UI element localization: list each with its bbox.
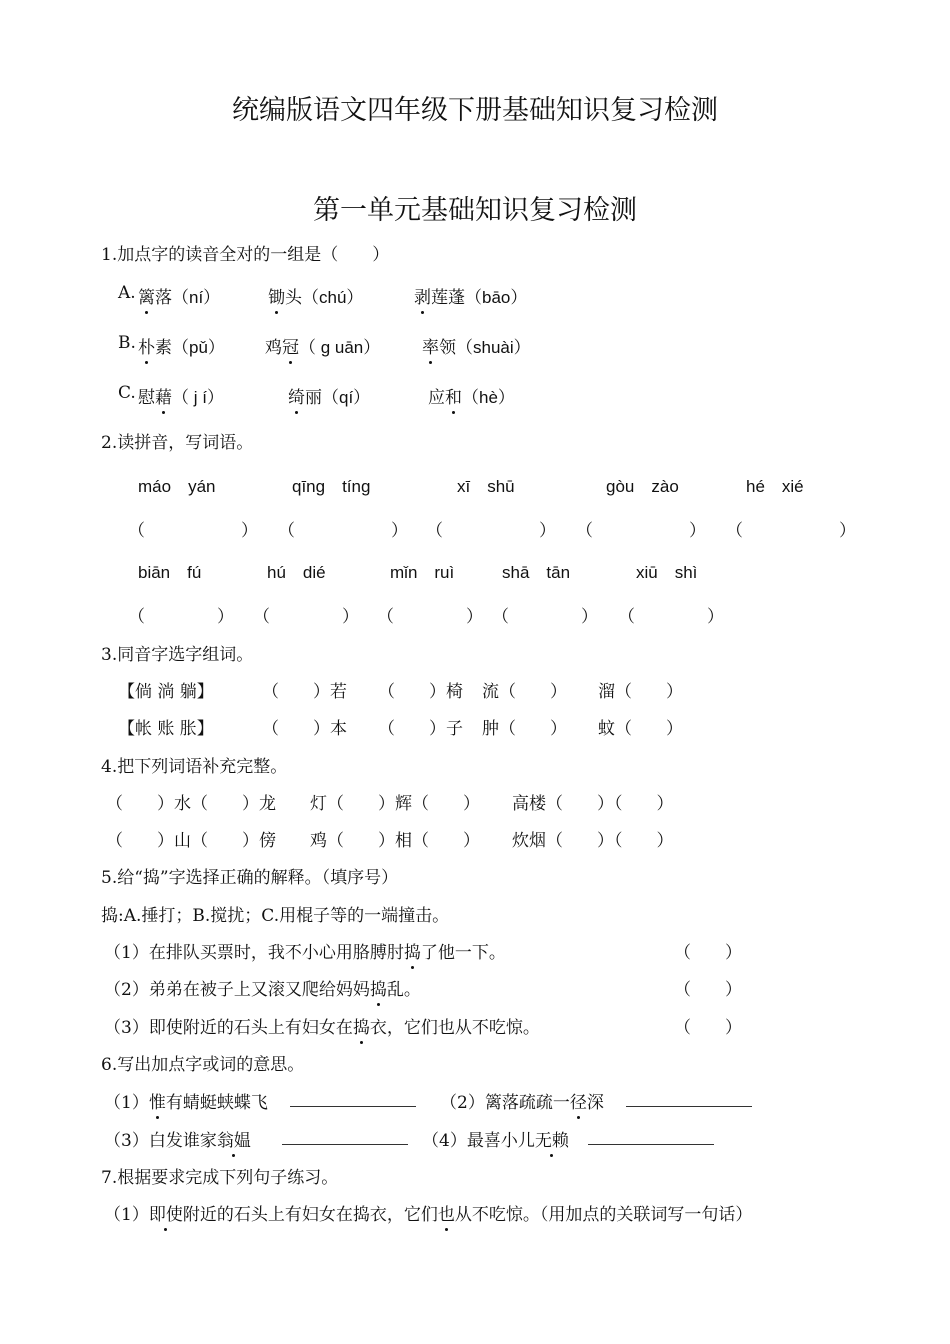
q2-pinyin-3: xī shū [457, 477, 515, 496]
q3-blank-2c[interactable]: 肿（ ） [482, 719, 567, 739]
q5-sentence-2: （2）弟弟在被子上又滚又爬给妈妈捣乱。 [104, 975, 421, 1000]
q2-answer-box-2[interactable]: （ ） [278, 521, 408, 541]
q2-answer-box-9[interactable]: （ ） [492, 607, 598, 627]
q3-blank-1c[interactable]: 流（ ） [482, 682, 567, 702]
question-4-stem: 4.把下列词语补充完整。 [101, 757, 288, 777]
q5-sentence-3: （3）即使附近的石头上有妇女在捣衣，它们也从不吃惊。 [104, 1013, 540, 1038]
q2-answer-box-1[interactable]: （ ） [128, 521, 258, 541]
q5-definition: 捣:A.捶打；B.搅扰；C.用棍子等的一端撞击。 [101, 906, 450, 926]
page-subtitle: 第一单元基础知识复习检测 [313, 195, 637, 226]
q1-c-item-3: 应和（hè） [428, 383, 515, 408]
q1-option-a-label: A. [118, 283, 136, 303]
q6-item-3: （3）白发谁家翁媪 [104, 1126, 251, 1151]
q2-answer-box-10[interactable]: （ ） [618, 607, 724, 627]
question-1-stem: 1.加点字的读音全对的一组是（ ） [101, 245, 390, 265]
q5-sentence-1: （1）在排队买票时，我不小心用胳膊肘捣了他一下。 [104, 938, 506, 963]
q3-group-2: 【帐 账 胀】 [118, 719, 214, 739]
q4-idiom-2[interactable]: 灯（ ）辉（ ） [310, 794, 480, 814]
q6-answer-line-1[interactable] [290, 1092, 416, 1107]
q6-item-4: （4）最喜小儿无赖 [422, 1126, 569, 1151]
q5-answer-1[interactable]: （ ） [674, 943, 742, 963]
question-3-stem: 3.同音字选字组词。 [101, 645, 254, 665]
q2-answer-box-4[interactable]: （ ） [576, 521, 706, 541]
q4-idiom-1[interactable]: （ ）水（ ）龙 [106, 794, 276, 814]
question-2-stem: 2.读拼音，写词语。 [101, 433, 254, 453]
q1-c-item-1: 慰藉（ j í） [138, 383, 224, 408]
q3-group-1: 【倘 淌 躺】 [118, 682, 214, 702]
q6-answer-line-2[interactable] [626, 1092, 752, 1107]
q3-blank-2d[interactable]: 蚊（ ） [598, 719, 683, 739]
q2-pinyin-8: mǐn ruì [390, 563, 455, 582]
page-title: 统编版语文四年级下册基础知识复习检测 [232, 95, 718, 126]
q2-pinyin-1: máo yán [138, 477, 216, 496]
q6-item-2: （2）篱落疏疏一径深 [440, 1088, 604, 1113]
q6-answer-line-3[interactable] [282, 1130, 408, 1145]
q2-answer-box-5[interactable]: （ ） [726, 521, 856, 541]
question-7-stem: 7.根据要求完成下列句子练习。 [101, 1168, 339, 1188]
q2-answer-box-8[interactable]: （ ） [377, 607, 483, 627]
q1-option-b-label: B. [118, 333, 136, 353]
q2-pinyin-6: biān fú [138, 563, 202, 582]
q3-blank-1d[interactable]: 溜（ ） [598, 682, 683, 702]
q4-idiom-5[interactable]: 鸡（ ）相（ ） [310, 831, 480, 851]
q2-answer-box-6[interactable]: （ ） [128, 607, 234, 627]
q1-b-item-1: 朴素（pǔ） [138, 333, 225, 358]
q6-item-1: （1）惟有蜻蜓蛱蝶飞 [104, 1088, 268, 1113]
q2-answer-box-3[interactable]: （ ） [426, 521, 556, 541]
q1-a-item-1: 篱落（ní） [138, 283, 220, 308]
q1-option-c-label: C. [118, 383, 136, 403]
q2-pinyin-10: xiū shì [636, 563, 698, 582]
question-6-stem: 6.写出加点字或词的意思。 [101, 1055, 305, 1075]
q3-blank-2b[interactable]: （ ）子 [378, 719, 463, 739]
q1-a-item-2: 锄头（chú） [268, 283, 363, 308]
q1-b-item-3: 率领（shuài） [422, 333, 531, 358]
q2-answer-box-7[interactable]: （ ） [253, 607, 359, 627]
q1-c-item-2: 绮丽（qí） [288, 383, 370, 408]
q2-pinyin-4: gòu zào [606, 477, 679, 496]
q6-answer-line-4[interactable] [588, 1130, 714, 1145]
q1-a-item-3: 剥莲蓬（bāo） [414, 283, 527, 308]
q2-pinyin-9: shā tān [502, 563, 571, 582]
q2-pinyin-5: hé xié [746, 477, 804, 496]
q4-idiom-6[interactable]: 炊烟（ ）（ ） [512, 831, 674, 851]
q7-item-1: （1）即使附近的石头上有妇女在捣衣，它们也从不吃惊。（用加点的关联词写一句话） [104, 1200, 752, 1225]
q3-blank-2a[interactable]: （ ）本 [262, 719, 347, 739]
q3-blank-1b[interactable]: （ ）椅 [378, 682, 463, 702]
q4-idiom-3[interactable]: 高楼（ ）（ ） [512, 794, 674, 814]
q1-b-item-2: 鸡冠（ g uān） [265, 333, 380, 358]
q5-answer-3[interactable]: （ ） [674, 1018, 742, 1038]
q2-pinyin-2: qīng tíng [292, 477, 371, 496]
q2-pinyin-7: hú dié [267, 563, 326, 582]
q4-idiom-4[interactable]: （ ）山（ ）傍 [106, 831, 276, 851]
question-5-stem: 5.给“捣”字选择正确的解释。（填序号） [101, 868, 399, 888]
q3-blank-1a[interactable]: （ ）若 [262, 682, 347, 702]
q5-answer-2[interactable]: （ ） [674, 980, 742, 1000]
